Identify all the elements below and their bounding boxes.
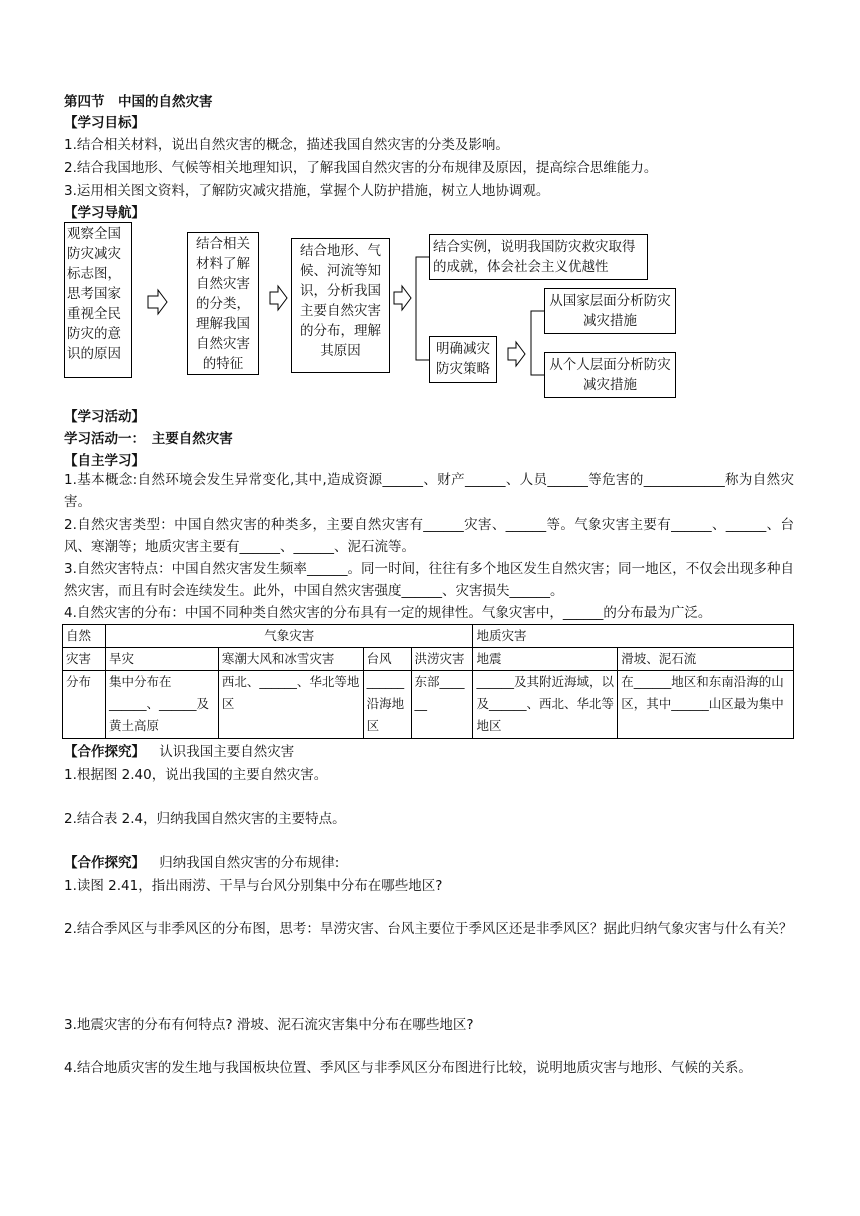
table-type-cell: 旱灾 bbox=[105, 648, 218, 671]
disaster-table bbox=[62, 624, 794, 739]
coop-1-question-1: 1.根据图 2.40，说出我国的主要自然灾害。 bbox=[64, 767, 328, 783]
flow-connectors bbox=[0, 0, 860, 420]
coop-2-question-4: 4.结合地质灾害的发生地与我国板块位置、季风区与非季风区分布图进行比较，说明地质灾害与地形、气候的关系。 bbox=[64, 1060, 752, 1076]
flow-box-observe: 观察全国防灾减灾标志图，思考国家重视全民防灾的意识的原因 bbox=[64, 222, 132, 378]
table-dist-cell: 西北、______、华北等地区 bbox=[218, 671, 363, 739]
nav-heading: 【学习导航】 bbox=[64, 205, 145, 221]
flow-box-personal: 从个人层面分析防灾减灾措施 bbox=[544, 352, 676, 398]
flow-box-national: 从国家层面分析防灾减灾措施 bbox=[544, 288, 676, 334]
table-type-cell: 滑坡、泥石流 bbox=[618, 648, 794, 671]
flow-bracket-2 bbox=[531, 311, 544, 375]
flow-arrow-1 bbox=[148, 290, 167, 314]
self-study-4: 4.自然灾害的分布：中国不同种类自然灾害的分布具有一定的规律性。气象灾害中，______的分布最为广泛。 bbox=[64, 605, 712, 621]
coop-2-question-3: 3.地震灾害的分布有何特点? 滑坡、泥石流灾害集中分布在哪些地区? bbox=[64, 1017, 474, 1033]
coop-1-header bbox=[64, 740, 294, 760]
self-study-3: 3.自然灾害特点：中国自然灾害发生频率______。同一时间，往往有多个地区发生自然灾害；同一地区，不仅会出现多种自然灾害，而且有时会连续发生。此外，中国自然灾害强度______、灾害损失______。 bbox=[64, 561, 794, 599]
coop-2-question-2: 2.结合季风区与非季风区的分布图，思考：旱涝灾害、台风主要位于季风区还是非季风区？据此归纳气象灾害与什么有关？ bbox=[64, 921, 793, 937]
self-study-1: 1.基本概念:自然环境会发生异常变化,其中,造成资源______、财产______、人员______等危害的____________称为自然灾害。 bbox=[64, 472, 794, 510]
self-study-2: 2.自然灾害类型：中国自然灾害的种类多，主要自然灾害有______灾害、______等。气象灾害主要有______、______、台风、寒潮等；地质灾害主要有______、______、泥石流等。 bbox=[64, 517, 794, 555]
activity-1-title: 学习活动一： 主要自然灾害 bbox=[64, 431, 233, 447]
table-dist-cell: ______沿海地区 bbox=[363, 671, 411, 739]
table-label-cell: 自然 bbox=[63, 625, 106, 648]
self-study-heading: 【自主学习】 bbox=[64, 453, 145, 469]
flow-arrow-2 bbox=[270, 286, 287, 310]
table-label-cell: 分布 bbox=[63, 671, 106, 739]
table-label-cell: 灾害 bbox=[63, 648, 106, 671]
flow-box-strategy: 明确减灾防灾策略 bbox=[429, 336, 497, 383]
flow-arrow-3 bbox=[394, 286, 411, 310]
coop-1-question-2: 2.结合表 2.4，归纳我国自然灾害的主要特点。 bbox=[64, 811, 346, 827]
objective-2: 2.结合我国地形、气候等相关地理知识，了解我国自然灾害的分布规律及原因，提高综合思维能力。 bbox=[64, 160, 658, 176]
table-group-geo: 地质灾害 bbox=[473, 625, 794, 648]
table-dist-cell: 集中分布在______、______及黄土高原 bbox=[105, 671, 218, 739]
coop-2-question-1: 1.读图 2.41，指出雨涝、干旱与台风分别集中分布在哪些地区? bbox=[64, 878, 443, 894]
objectives-heading: 【学习目标】 bbox=[64, 115, 145, 131]
flow-box-achievements: 结合实例，说明我国防灾救灾取得的成就，体会社会主义优越性 bbox=[429, 234, 648, 280]
table-group-meteo: 气象灾害 bbox=[105, 625, 473, 648]
table-row bbox=[63, 671, 794, 739]
coop-1-subtitle: 认识我国主要自然灾害 bbox=[159, 744, 295, 760]
table-row bbox=[63, 625, 794, 648]
table-type-cell: 寒潮大风和冰雪灾害 bbox=[218, 648, 363, 671]
coop-1-heading: 【合作探究】 bbox=[64, 744, 145, 760]
activity-heading: 【学习活动】 bbox=[64, 409, 145, 425]
table-type-cell: 台风 bbox=[363, 648, 411, 671]
table-dist-cell: ______及其附近海域，以及______、西北、华北等地区 bbox=[473, 671, 618, 739]
table-row bbox=[63, 648, 794, 671]
coop-2-subtitle: 归纳我国自然灾害的分布规律: bbox=[159, 855, 340, 871]
table-dist-cell: 在______地区和东南沿海的山区，其中______山区最为集中 bbox=[618, 671, 794, 739]
table-type-cell: 地震 bbox=[473, 648, 618, 671]
flow-bracket-1 bbox=[416, 257, 429, 360]
objective-1: 1.结合相关材料，说出自然灾害的概念，描述我国自然灾害的分类及影响。 bbox=[64, 137, 509, 153]
coop-2-header bbox=[64, 851, 339, 871]
flow-box-classify: 结合相关材料了解自然灾害的分类，理解我国自然灾害的特征 bbox=[187, 232, 259, 375]
table-dist-cell: 东部______ bbox=[411, 671, 473, 739]
flow-box-distribution: 结合地形、气候、河流等知识，分析我国主要自然灾害的分布，理解其原因 bbox=[291, 238, 390, 373]
coop-2-heading: 【合作探究】 bbox=[64, 855, 145, 871]
table-type-cell: 洪涝灾害 bbox=[411, 648, 473, 671]
flow-arrow-4 bbox=[508, 342, 525, 366]
page-title: 第四节 中国的自然灾害 bbox=[64, 94, 213, 110]
objective-3: 3.运用相关图文资料，了解防灾减灾措施，掌握个人防护措施，树立人地协调观。 bbox=[64, 183, 550, 199]
